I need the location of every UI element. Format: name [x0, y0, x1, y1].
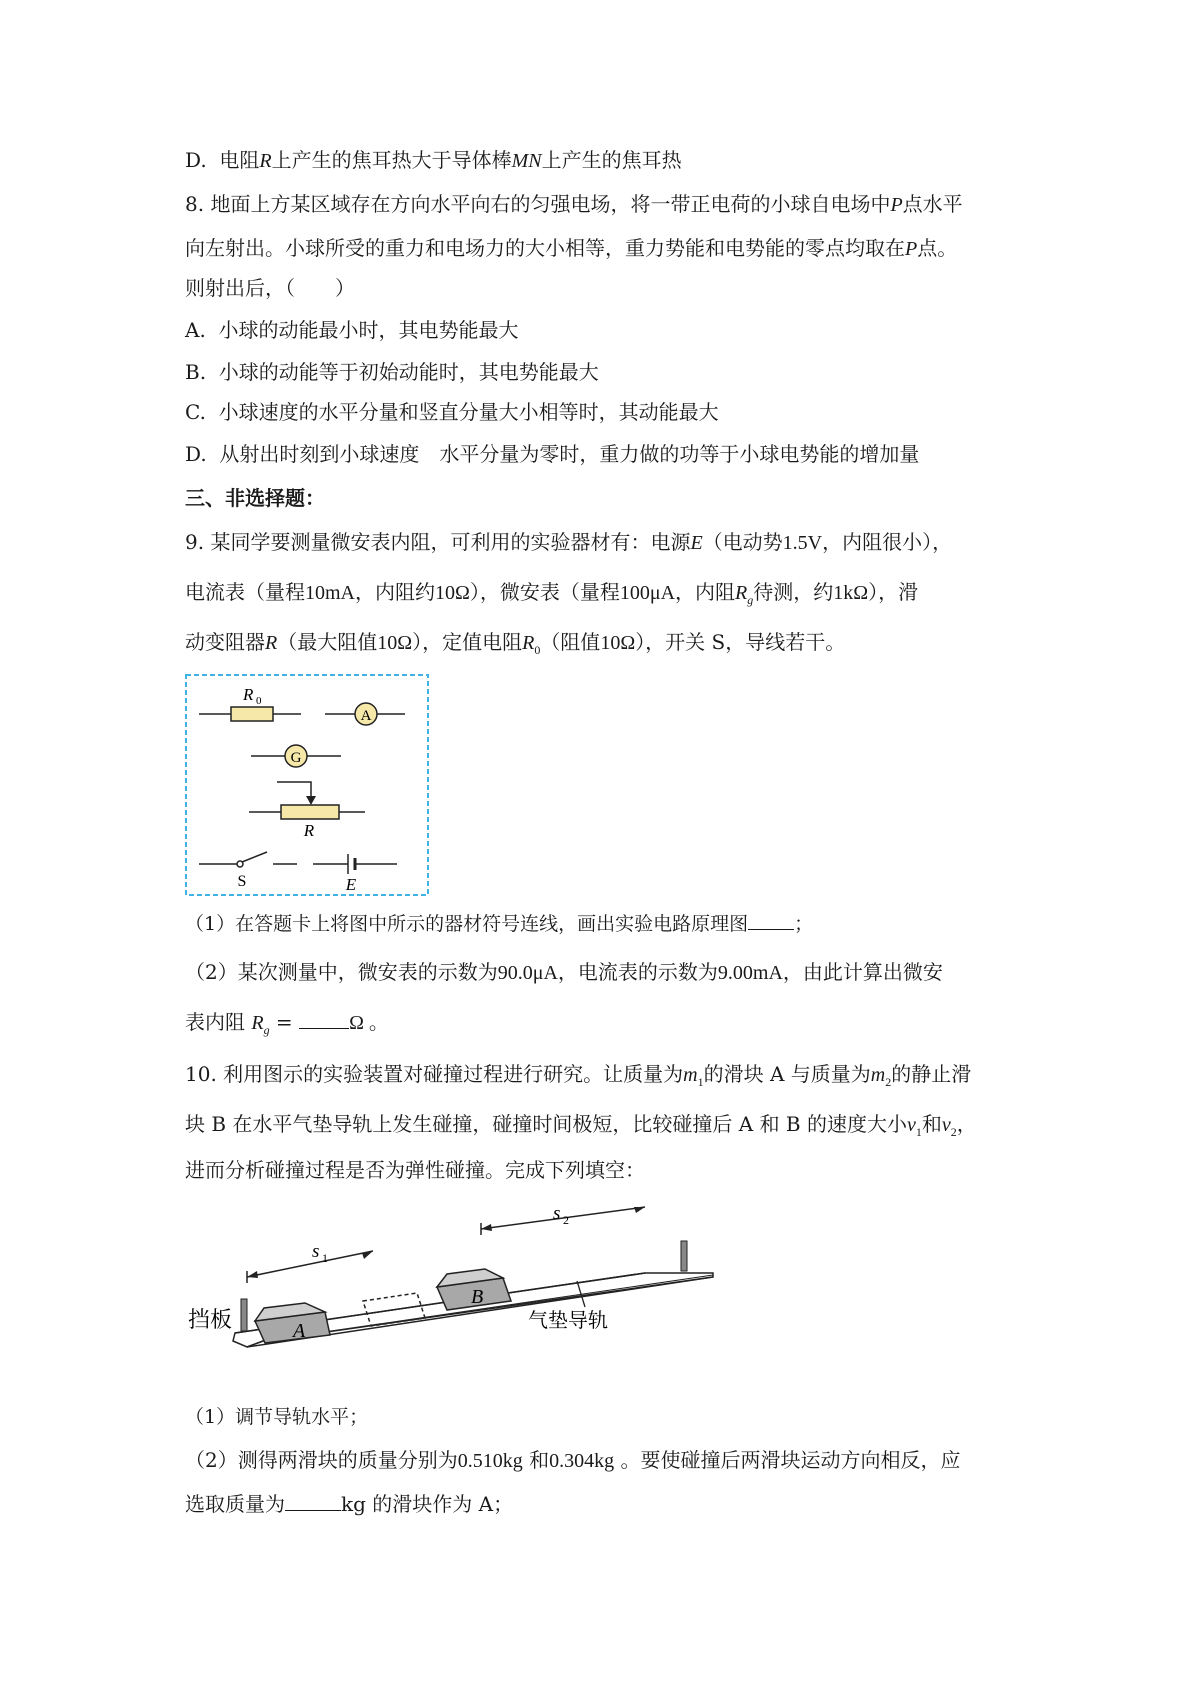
q8-option-b — [185, 360, 599, 384]
text: ； — [794, 913, 814, 935]
subscript: g — [263, 1023, 270, 1037]
symbol-r: R — [735, 582, 748, 604]
text: 8. 地面上方某区域存在方向水平向右的匀强电场，将一带正电荷的小球自电场中 — [185, 192, 891, 216]
text: 的静止滑 — [891, 1062, 972, 1086]
dashed-border — [186, 675, 428, 895]
text: ），滑 — [868, 580, 919, 604]
option-label: D. — [185, 148, 207, 172]
text: = — [269, 1010, 293, 1034]
subscript: 2 — [950, 1125, 957, 1139]
answer-blank[interactable] — [299, 1012, 349, 1029]
baffle-icon — [241, 1299, 247, 1331]
value: 10Ω — [600, 632, 636, 654]
value: 1.5V — [782, 532, 823, 554]
answer-blank[interactable] — [748, 913, 794, 930]
rheostat-slider — [277, 782, 311, 802]
label-switch: S — [237, 873, 247, 890]
symbol-mn: MN — [511, 150, 542, 172]
q9-part-2-cont — [185, 1010, 389, 1042]
s1-arrow — [247, 1251, 373, 1277]
text: 的滑块 A 与质量为 — [703, 1062, 871, 1086]
q10-part-1: （1）调节导轨水平； — [185, 1406, 369, 1428]
q9-part-2 — [185, 960, 943, 985]
label-rheostat: R — [303, 821, 315, 840]
text: ，内阻约 — [355, 580, 435, 604]
q8-option-a — [185, 318, 519, 342]
text: （1）在答题卡上将图中所示的器材符号连线，画出实验电路原理图 — [185, 913, 749, 935]
text: ， — [956, 1112, 977, 1136]
label-galvanometer: G — [290, 750, 302, 766]
text: ，内阻很小）， — [822, 530, 953, 554]
symbol-p: P — [905, 238, 918, 260]
subscript: g — [747, 593, 754, 607]
circuit-components-figure — [185, 674, 429, 896]
value: 9.00mA — [717, 962, 783, 984]
label-s2: s — [553, 1203, 561, 1224]
value: 10Ω — [435, 582, 470, 604]
text: ），开关 S，导线若干。 — [635, 630, 846, 654]
text: （电动势 — [702, 530, 783, 554]
section-heading: 三、非选择题： — [185, 486, 325, 510]
value: 1kΩ — [833, 582, 869, 604]
option-text: 小球速度的水平分量和竖直分量大小相等时，其动能最大 — [218, 400, 719, 424]
option-label: B. — [185, 360, 207, 384]
q10-line-3: 进而分析碰撞过程是否为弹性碰撞。完成下列填空： — [185, 1158, 645, 1182]
text: 点。 — [917, 236, 958, 260]
text: 选取质量为 — [185, 1492, 285, 1516]
text: 块 B 在水平气垫导轨上发生碰撞，碰撞时间极短，比较碰撞后 A 和 B 的速度大小 — [185, 1112, 907, 1136]
text: ，由此计算出微安 — [782, 960, 943, 984]
right-post-icon — [681, 1241, 687, 1271]
text: 电流表（量程 — [185, 580, 305, 604]
text: 和 — [921, 1112, 942, 1136]
resistor-r0-icon — [231, 707, 273, 721]
symbol-e: E — [690, 532, 703, 554]
label-baffle: 挡板 — [188, 1307, 233, 1332]
text: 待测，约 — [753, 580, 834, 604]
text: Ω 。 — [349, 1012, 389, 1034]
text: 上产生的焦耳热 — [541, 148, 682, 172]
air-track-figure — [185, 1195, 725, 1360]
subscript: 1 — [915, 1125, 922, 1139]
text: ），微安表（量程 — [469, 580, 620, 604]
value: 10Ω — [377, 632, 413, 654]
option-text: 小球的动能最小时，其电势能最大 — [218, 318, 519, 342]
option-label: A. — [185, 318, 206, 342]
q8-line-2 — [185, 236, 957, 261]
label-r0: R — [243, 685, 254, 704]
text: （2）某次测量中，微安表的示数为 — [185, 960, 498, 984]
symbol-m: m — [870, 1064, 886, 1086]
q9-part-1 — [185, 912, 813, 936]
label-slider-b: B — [471, 1286, 484, 1308]
text: 。要使碰撞后两滑块运动方向相反，应 — [620, 1448, 961, 1472]
text: kg 的滑块作为 A； — [341, 1492, 514, 1516]
text: 9. 某同学要测量微安表内阻，可利用的实验器材有：电源 — [185, 530, 691, 554]
q9-line-2 — [185, 580, 918, 612]
value: 0.304kg — [549, 1450, 615, 1472]
symbol-v: v — [906, 1114, 916, 1136]
symbol-r: R — [259, 150, 272, 172]
symbol-v: v — [941, 1114, 951, 1136]
q8-line-1 — [185, 192, 963, 217]
text: （最大阻值 — [277, 630, 378, 654]
q9-line-3 — [185, 630, 845, 662]
answer-blank[interactable] — [285, 1494, 341, 1511]
value: 0.510kg — [457, 1450, 523, 1472]
text: ，电流表的示数为 — [557, 960, 718, 984]
q10-line-1 — [185, 1062, 971, 1094]
text: 上产生的焦耳热大于导体棒 — [271, 148, 512, 172]
label-s2-sub: 2 — [563, 1213, 569, 1227]
label-slider-a: A — [293, 1320, 306, 1342]
text: 电阻 — [219, 148, 260, 172]
option-text: 从射出时刻到小球速度 水平分量为零时，重力做的功等于小球电势能的增加量 — [219, 442, 920, 466]
text: ），定值电阻 — [412, 630, 523, 654]
label-s1: s — [312, 1241, 320, 1262]
subscript: 1 — [697, 1075, 704, 1089]
label-s1-sub: 1 — [322, 1251, 328, 1265]
symbol-m: m — [683, 1064, 698, 1086]
subscript: 2 — [885, 1075, 892, 1089]
text: 10. 利用图示的实验装置对碰撞过程进行研究。让质量为 — [185, 1062, 684, 1086]
option-label: D. — [185, 442, 207, 466]
value: 100μA — [619, 582, 676, 604]
option-text: 小球的动能等于初始动能时，其电势能最大 — [218, 360, 599, 384]
q8-option-d — [185, 442, 919, 466]
q10-line-2 — [185, 1112, 977, 1144]
q9-line-1 — [185, 530, 952, 555]
subscript: 0 — [534, 643, 541, 657]
text: ，内阻 — [675, 580, 736, 604]
text: 点水平 — [902, 192, 963, 216]
symbol-p: P — [890, 194, 903, 216]
q10-part-2-cont — [185, 1492, 513, 1516]
label-ammeter: A — [360, 708, 372, 724]
option-label: C. — [185, 400, 206, 424]
label-air-track: 气垫导轨 — [528, 1310, 608, 1332]
text: 和 — [529, 1448, 550, 1472]
q10-part-2 — [185, 1448, 960, 1473]
label-battery: E — [345, 875, 357, 894]
rheostat-icon — [281, 805, 339, 819]
q8-option-c — [185, 400, 719, 424]
value: 10mA — [305, 582, 355, 604]
label-r0-sub: 0 — [256, 695, 262, 707]
text: 动变阻器 — [185, 630, 265, 654]
q7-option-d — [185, 148, 682, 173]
text: （2）测得两滑块的质量分别为 — [185, 1448, 458, 1472]
text: 表内阻 — [185, 1010, 245, 1034]
symbol-r: R — [522, 632, 535, 654]
q8-line-3: 则射出后，（ ） — [185, 276, 355, 300]
value: 90.0μA — [497, 962, 558, 984]
symbol-r: R — [251, 1012, 264, 1034]
text: 向左射出。小球所受的重力和电场力的大小相等，重力势能和电势能的零点均取在 — [185, 236, 905, 260]
symbol-r: R — [265, 632, 278, 654]
text: （阻值 — [540, 630, 601, 654]
